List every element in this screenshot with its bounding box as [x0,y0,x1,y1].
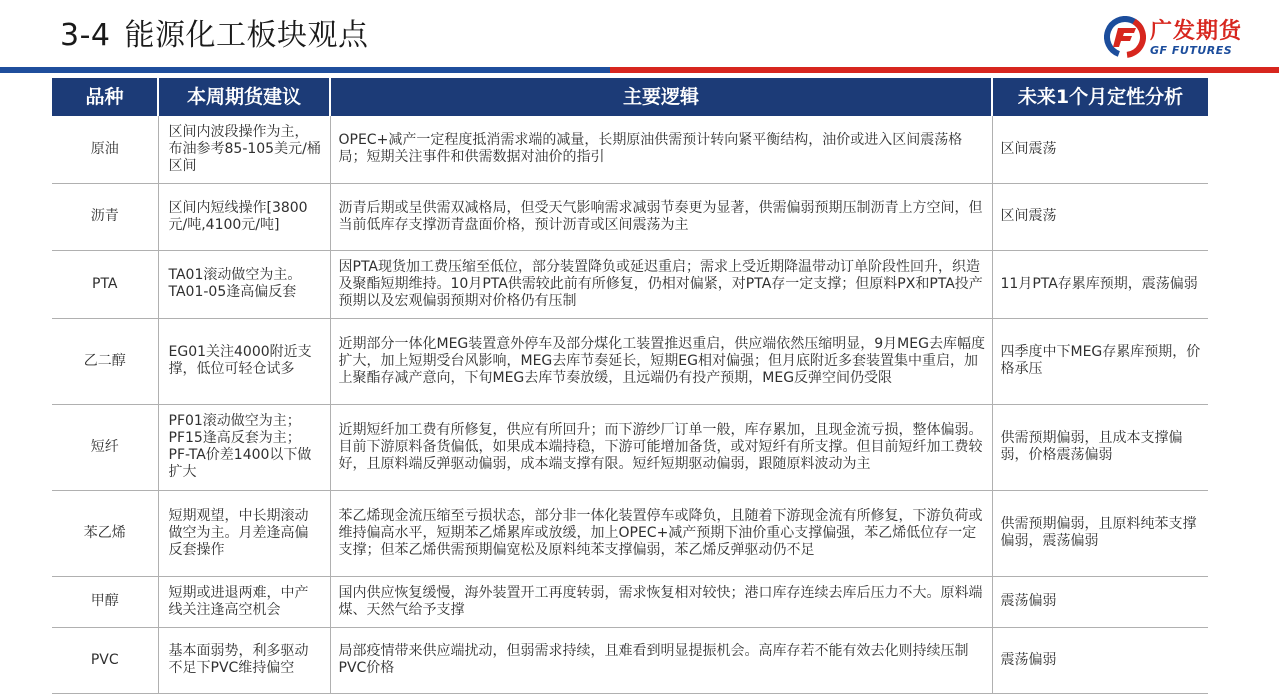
logic-cell: 苯乙烯现金流压缩至亏损状态，部分非一体化装置停车或降负，且随着下游现金流有所修复，下游负荷或维持偏高水平，短期苯乙烯累库或放缓，加上OPEC+减产预期下油价重心支撑偏强，苯乙烯低位存一定支撑；但苯乙烯供需预期偏宽松及原料纯苯支撑偏弱，苯乙烯反弹驱动仍不足 [330,490,992,576]
section-title: 能源化工板块观点 [124,18,369,53]
gf-futures-logo [1104,14,1254,62]
column-header-logic: 主要逻辑 [330,78,992,116]
advice-cell: 基本面弱势，利多驱动不足下PVC维持偏空 [158,627,330,693]
table-row [52,318,1208,404]
logic-cell: 因PTA现货加工费压缩至低位，部分装置降负或延迟重启；需求上受近期降温带动订单阶段性回升，织造及聚酯短期维持。10月PTA供需较此前有所修复，仍相对偏紧，对PTA存一定支撑；但原料PX和PTA投产预期以及宏观偏弱预期对价格仍有压制 [330,250,992,318]
table-row [52,250,1208,318]
divider-blue-segment [0,67,610,73]
advice-cell: PF01滚动做空为主；PF15逢高反套为主；PF-TA价差1400以下做扩大 [158,404,330,490]
advice-cell: 短期观望，中长期滚动做空为主。月差逢高偏反套操作 [158,490,330,576]
section-number: 3-4 [60,18,111,53]
divider-red-segment [610,67,1279,73]
column-header-variety: 品种 [52,78,158,116]
logic-cell: 局部疫情带来供应端扰动，但弱需求持续，且难看到明显提振机会。高库存若不能有效去化则持续压制PVC价格 [330,627,992,693]
variety-cell: 短纤 [52,404,158,490]
outlook-cell: 震荡偏弱 [992,576,1208,627]
logic-cell: 沥青后期或呈供需双减格局，但受天气影响需求减弱节奏更为显著，供需偏弱预期压制沥青上方空间，但当前低库存支撑沥青盘面价格，预计沥青或区间震荡为主 [330,183,992,250]
page-title [60,10,369,54]
header-divider [0,67,1279,73]
outlook-cell: 供需预期偏弱，且成本支撑偏弱，价格震荡偏弱 [992,404,1208,490]
outlook-cell: 区间震荡 [992,183,1208,250]
outlook-cell: 区间震荡 [992,116,1208,183]
variety-cell: 苯乙烯 [52,490,158,576]
table-row [52,116,1208,183]
table-row [52,576,1208,627]
logic-cell: 近期部分一体化MEG装置意外停车及部分煤化工装置推迟重启，供应端依然压缩明显，9月MEG去库幅度扩大，加上短期受台风影响，MEG去库节奏延长，短期EG相对偏强；但月底附近多套装置集中重启，加上聚酯存减产意向，下旬MEG去库节奏放缓，且远端仍有投产预期，MEG反弹空间仍受限 [330,318,992,404]
variety-cell: 甲醇 [52,576,158,627]
variety-cell: PTA [52,250,158,318]
advice-cell: 区间内短线操作[3800元/吨,4100元/吨] [158,183,330,250]
logic-cell: OPEC+减产一定程度抵消需求端的减量，长期原油供需预计转向紧平衡结构，油价或进入区间震荡格局；短期关注事件和供需数据对油价的指引 [330,116,992,183]
gf-logo-icon [1104,16,1146,58]
advice-cell: TA01滚动做空为主。TA01-05逢高偏反套 [158,250,330,318]
logo-name-cn: 广发期货 [1150,19,1243,44]
variety-cell: PVC [52,627,158,693]
table-row [52,404,1208,490]
advice-cell: 区间内波段操作为主，布油参考85-105美元/桶区间 [158,116,330,183]
outlook-cell: 11月PTA存累库预期，震荡偏弱 [992,250,1208,318]
variety-cell: 沥青 [52,183,158,250]
energy-chemical-table [52,78,1208,694]
logic-cell: 国内供应恢复缓慢，海外装置开工再度转弱，需求恢复相对较快；港口库存连续去库后压力不大。原料端煤、天然气给予支撑 [330,576,992,627]
advice-cell: 短期或进退两难，中产线关注逢高空机会 [158,576,330,627]
variety-cell: 原油 [52,116,158,183]
column-header-outlook: 未来1个月定性分析 [992,78,1208,116]
outlook-cell: 供需预期偏弱，且原料纯苯支撑偏弱，震荡偏弱 [992,490,1208,576]
table-header-row [52,78,1208,116]
outlook-cell: 四季度中下MEG存累库预期，价格承压 [992,318,1208,404]
advice-cell: EG01关注4000附近支撑，低位可轻仓试多 [158,318,330,404]
logo-name-en: GF FUTURES [1150,44,1233,57]
table-row [52,627,1208,693]
outlook-cell: 震荡偏弱 [992,627,1208,693]
column-header-advice: 本周期货建议 [158,78,330,116]
table-row [52,490,1208,576]
table-row [52,183,1208,250]
logic-cell: 近期短纤加工费有所修复，供应有所回升；而下游纱厂订单一般，库存累加，且现金流亏损，整体偏弱。目前下游原料备货偏低，如果成本端持稳，下游可能增加备货，或对短纤有所支撑。但目前短纤加工费较好，且原料端反弹驱动偏弱，成本端支撑有限。短纤短期驱动偏弱，跟随原料波动为主 [330,404,992,490]
variety-cell: 乙二醇 [52,318,158,404]
